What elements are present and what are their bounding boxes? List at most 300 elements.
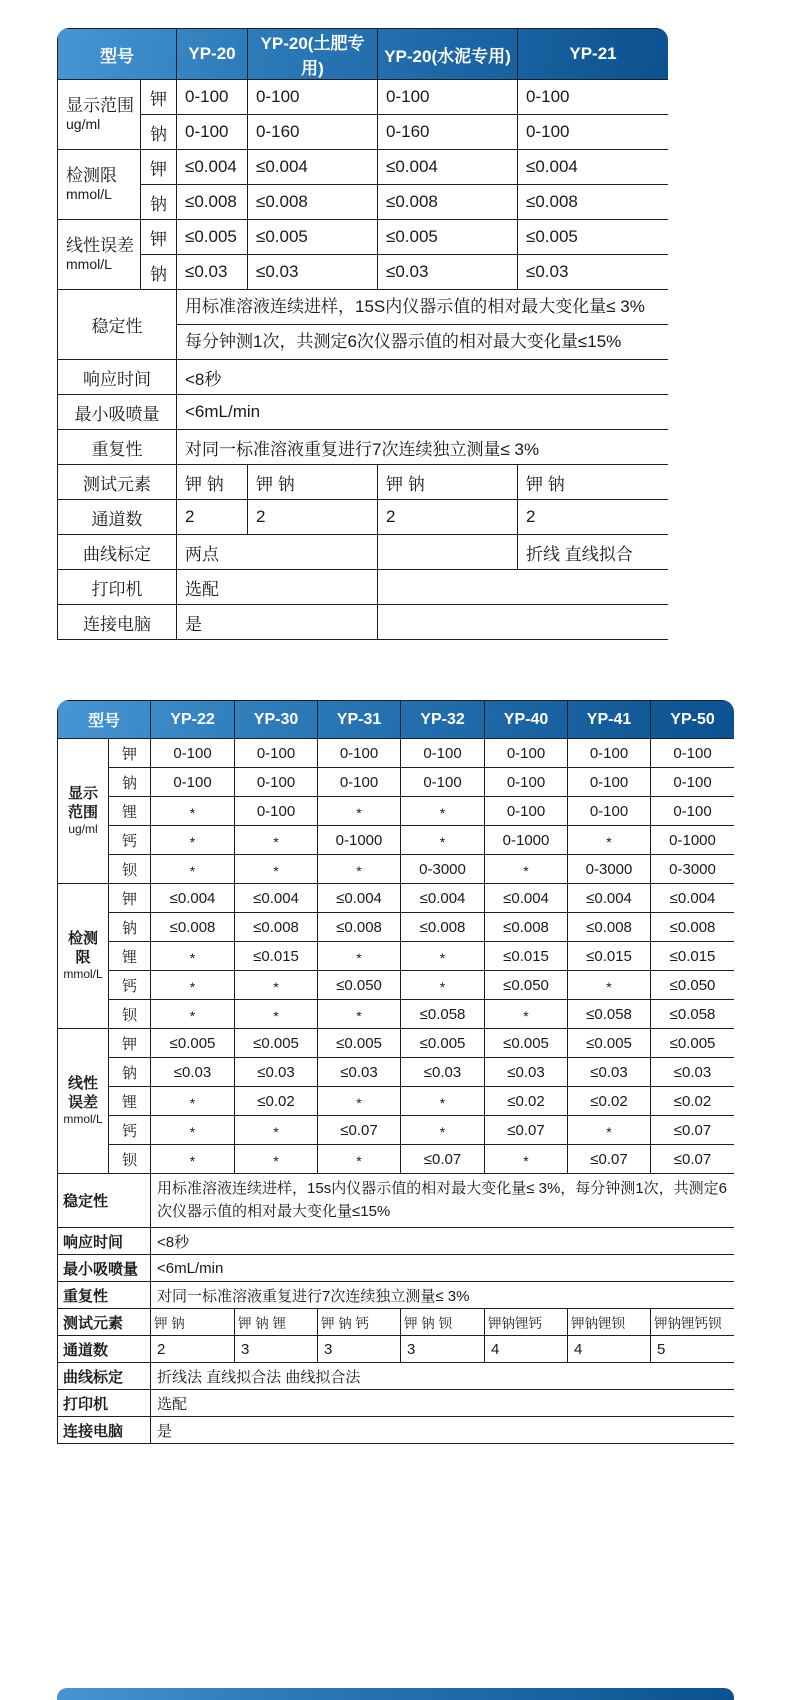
row-group-label xyxy=(58,739,109,884)
spec-value: 是 xyxy=(177,605,378,640)
spec-value: 0-100 xyxy=(318,768,401,797)
asterisk-mark: * xyxy=(189,1007,196,1024)
spec-value: 5 xyxy=(651,1336,734,1363)
row-label: 响应时间 xyxy=(58,1228,151,1255)
group-label-line: 线性 xyxy=(67,1074,98,1092)
group-label-line: 显示范围 xyxy=(66,96,134,116)
spec-value xyxy=(318,942,401,971)
table-row xyxy=(58,535,669,570)
row-label: 重复性 xyxy=(58,430,177,465)
table-row xyxy=(58,1228,735,1255)
table-row xyxy=(58,570,669,605)
column-header-model: YP-20(土肥专用) xyxy=(248,29,378,80)
spec-value: 钾 钠 锂 xyxy=(235,1309,318,1336)
spec-value: <8秒 xyxy=(177,360,669,395)
spec-value: ≤0.004 xyxy=(248,150,378,185)
spec-value: ≤0.008 xyxy=(177,185,248,220)
spec-value: ≤0.008 xyxy=(518,185,669,220)
spec-value: <6mL/min xyxy=(151,1255,734,1282)
row-label: 打印机 xyxy=(58,1390,151,1417)
row-label: 最小吸喷量 xyxy=(58,1255,151,1282)
element-label: 钠 xyxy=(109,913,151,942)
asterisk-mark: * xyxy=(189,833,196,850)
spec-value: ≤0.008 xyxy=(378,185,518,220)
spec-value: 4 xyxy=(568,1336,651,1363)
element-label: 锂 xyxy=(109,942,151,971)
row-label: 曲线标定 xyxy=(58,535,177,570)
spec-value: ≤0.005 xyxy=(177,220,248,255)
spec-value: 0-1000 xyxy=(318,826,401,855)
column-header-model: YP-30 xyxy=(235,701,318,739)
spec-value: ≤0.008 xyxy=(248,185,378,220)
group-label-line: 限 xyxy=(75,948,91,966)
spec-value: 3 xyxy=(318,1336,401,1363)
table-row xyxy=(58,185,669,220)
spec-value xyxy=(318,797,401,826)
spec-value: 折线法 直线拟合法 曲线拟合法 xyxy=(151,1363,734,1390)
spec-value: 0-100 xyxy=(651,739,734,768)
element-label: 钡 xyxy=(109,855,151,884)
asterisk-mark: * xyxy=(439,1094,446,1111)
spec-value xyxy=(318,1087,401,1116)
spec-value xyxy=(235,1145,318,1174)
spec-value: ≤0.004 xyxy=(651,884,734,913)
table-row xyxy=(58,465,669,500)
asterisk-mark: * xyxy=(606,1123,612,1140)
spec-value: ≤0.004 xyxy=(568,884,651,913)
element-label: 钙 xyxy=(109,1116,151,1145)
asterisk-mark: * xyxy=(189,949,196,966)
spec-value: 钾钠锂钙钡 xyxy=(651,1309,734,1336)
asterisk-mark: * xyxy=(356,1152,362,1169)
table-header-row xyxy=(58,701,735,739)
table-row xyxy=(58,1390,735,1417)
unit-label: ug/ml xyxy=(68,822,98,837)
spec-value: ≤0.004 xyxy=(177,150,248,185)
row-group-label xyxy=(58,150,141,220)
row-label: 通道数 xyxy=(58,500,177,535)
spec-value xyxy=(235,855,318,884)
asterisk-mark: * xyxy=(356,949,362,966)
table-row xyxy=(58,797,735,826)
spec-value: ≤0.050 xyxy=(485,971,568,1000)
element-label: 钠 xyxy=(141,115,177,150)
spec-value: 3 xyxy=(235,1336,318,1363)
spec-value: ≤0.07 xyxy=(401,1145,485,1174)
table-row xyxy=(58,1029,735,1058)
element-label: 钾 xyxy=(109,739,151,768)
spec-value: ≤0.02 xyxy=(485,1087,568,1116)
column-header-model: YP-31 xyxy=(318,701,401,739)
spec-value: ≤0.005 xyxy=(518,220,669,255)
table-row xyxy=(58,605,669,640)
spec-value: ≤0.004 xyxy=(485,884,568,913)
spec-value xyxy=(401,826,485,855)
spec-value: 对同一标准溶液重复进行7次连续独立测量≤ 3% xyxy=(151,1282,734,1309)
spec-value: ≤0.02 xyxy=(651,1087,734,1116)
table-row xyxy=(58,115,669,150)
spec-value: 0-3000 xyxy=(401,855,485,884)
row-group-label xyxy=(58,220,141,290)
element-label: 钾 xyxy=(141,80,177,115)
spec-value: 0-100 xyxy=(177,115,248,150)
element-label: 钠 xyxy=(141,185,177,220)
spec-value: ≤0.015 xyxy=(485,942,568,971)
asterisk-mark: * xyxy=(356,862,362,879)
column-header-label: 型号 xyxy=(58,29,177,80)
group-label-line: 线性误差 xyxy=(66,236,134,256)
spec-value: 钾 钠 钙 xyxy=(318,1309,401,1336)
spec-value: 0-100 xyxy=(568,739,651,768)
row-label: 最小吸喷量 xyxy=(58,395,177,430)
spec-value: 是 xyxy=(151,1417,734,1444)
asterisk-mark: * xyxy=(439,1123,446,1140)
table-row xyxy=(58,1309,735,1336)
spec-value: ≤0.004 xyxy=(378,150,518,185)
row-label: 重复性 xyxy=(58,1282,151,1309)
row-label: 连接电脑 xyxy=(58,605,177,640)
spec-value: 钾 钠 xyxy=(151,1309,235,1336)
element-label: 钾 xyxy=(109,884,151,913)
spec-value xyxy=(151,1000,235,1029)
table-row xyxy=(58,913,735,942)
element-label: 钠 xyxy=(141,255,177,290)
spec-value: 选配 xyxy=(177,570,378,605)
spec-value: 0-160 xyxy=(378,115,518,150)
spec-value: ≤0.03 xyxy=(248,255,378,290)
spec-text: 每分钟测1次，共测定6次仪器示值的相对最大变化量≤15% xyxy=(177,325,669,360)
spec-value xyxy=(485,855,568,884)
spec-value: 钾 钠 钡 xyxy=(401,1309,485,1336)
spec-value xyxy=(401,971,485,1000)
spec-value: 0-100 xyxy=(235,797,318,826)
spec-table-1-container xyxy=(57,28,668,640)
spec-value: ≤0.03 xyxy=(318,1058,401,1087)
element-label: 锂 xyxy=(109,797,151,826)
unit-label: mmol/L xyxy=(63,967,103,982)
column-header-model: YP-40 xyxy=(485,701,568,739)
spec-value: ≤0.050 xyxy=(651,971,734,1000)
spec-value: 0-100 xyxy=(401,739,485,768)
spec-value: 0-100 xyxy=(151,739,235,768)
row-label: 测试元素 xyxy=(58,465,177,500)
spec-value: 钾钠锂钡 xyxy=(568,1309,651,1336)
table-row xyxy=(58,1417,735,1444)
spec-value xyxy=(318,855,401,884)
spec-value: ≤0.03 xyxy=(651,1058,734,1087)
spec-value: ≤0.07 xyxy=(485,1116,568,1145)
spec-value xyxy=(318,1145,401,1174)
asterisk-mark: * xyxy=(273,862,279,879)
spec-value: ≤0.050 xyxy=(318,971,401,1000)
column-header-model: YP-50 xyxy=(651,701,734,739)
asterisk-mark: * xyxy=(356,1094,362,1111)
table-row xyxy=(58,826,735,855)
spec-value: 3 xyxy=(401,1336,485,1363)
table-row xyxy=(58,1116,735,1145)
spec-value: 钾 钠 xyxy=(378,465,518,500)
spec-value xyxy=(401,942,485,971)
group-label-line: 显示 xyxy=(67,784,98,802)
row-label: 通道数 xyxy=(58,1336,151,1363)
spec-value xyxy=(568,826,651,855)
spec-value: ≤0.015 xyxy=(235,942,318,971)
group-label-line: 检测 xyxy=(67,929,98,947)
spec-value xyxy=(151,942,235,971)
element-label: 钾 xyxy=(141,150,177,185)
spec-value xyxy=(235,1000,318,1029)
asterisk-mark: * xyxy=(273,1007,279,1024)
spec-value: 2 xyxy=(518,500,669,535)
spec-value: ≤0.058 xyxy=(568,1000,651,1029)
spec-value: ≤0.07 xyxy=(651,1145,734,1174)
asterisk-mark: * xyxy=(606,833,612,850)
asterisk-mark: * xyxy=(189,1123,196,1140)
spec-value: 0-100 xyxy=(568,797,651,826)
spec-value xyxy=(151,1145,235,1174)
spec-text: 用标准溶液连续进样，15s内仪器示值的相对最大变化量≤ 3%，每分钟测1次，共测定6次仪器示值的相对最大变化量≤15% xyxy=(151,1174,734,1228)
spec-value: 0-100 xyxy=(485,797,568,826)
spec-value: 钾 钠 xyxy=(518,465,669,500)
spec-value xyxy=(318,1000,401,1029)
table-row xyxy=(58,1000,735,1029)
asterisk-mark: * xyxy=(439,833,446,850)
spec-value xyxy=(568,1116,651,1145)
row-label: 打印机 xyxy=(58,570,177,605)
spec-value: 0-100 xyxy=(485,739,568,768)
element-label: 钠 xyxy=(109,1058,151,1087)
table-row xyxy=(58,1282,735,1309)
spec-value xyxy=(151,1116,235,1145)
spec-value: ≤0.005 xyxy=(378,220,518,255)
group-label-line: 误差 xyxy=(67,1093,98,1111)
asterisk-mark: * xyxy=(273,1123,279,1140)
spec-value xyxy=(235,1116,318,1145)
spec-value: 0-100 xyxy=(651,768,734,797)
spec-value: ≤0.02 xyxy=(235,1087,318,1116)
element-label: 钡 xyxy=(109,1145,151,1174)
row-group-label xyxy=(58,80,141,150)
spec-value: 0-100 xyxy=(401,768,485,797)
spec-value xyxy=(378,535,518,570)
spec-value: 0-100 xyxy=(518,80,669,115)
spec-value xyxy=(401,1116,485,1145)
spec-value: ≤0.015 xyxy=(568,942,651,971)
asterisk-mark: * xyxy=(523,1152,529,1169)
spec-value: 2 xyxy=(151,1336,235,1363)
spec-value: ≤0.03 xyxy=(401,1058,485,1087)
spec-value: ≤0.015 xyxy=(651,942,734,971)
spec-value: 0-100 xyxy=(318,739,401,768)
spec-value: 折线 直线拟合 xyxy=(518,535,669,570)
table-row xyxy=(58,80,669,115)
table-row xyxy=(58,290,669,325)
spec-value: ≤0.008 xyxy=(318,913,401,942)
spec-value xyxy=(235,826,318,855)
spec-value: 0-100 xyxy=(235,739,318,768)
spec-value: 0-100 xyxy=(378,80,518,115)
spec-value: 0-1000 xyxy=(651,826,734,855)
next-table-header-peek xyxy=(57,1688,734,1700)
row-label: 曲线标定 xyxy=(58,1363,151,1390)
spec-value: 钾 钠 xyxy=(248,465,378,500)
spec-value: 4 xyxy=(485,1336,568,1363)
asterisk-mark: * xyxy=(189,862,196,879)
spec-value: ≤0.02 xyxy=(568,1087,651,1116)
table-row xyxy=(58,360,669,395)
asterisk-mark: * xyxy=(356,804,362,821)
spec-value xyxy=(151,826,235,855)
spec-value: ≤0.004 xyxy=(318,884,401,913)
spec-value xyxy=(378,605,669,640)
asterisk-mark: * xyxy=(189,804,196,821)
group-label-line: 检测限 xyxy=(66,166,117,186)
spec-value: 0-3000 xyxy=(651,855,734,884)
table-row xyxy=(58,971,735,1000)
spec-value: ≤0.008 xyxy=(401,913,485,942)
spec-value: ≤0.03 xyxy=(568,1058,651,1087)
unit-label: ug/ml xyxy=(66,116,101,133)
row-label: 连接电脑 xyxy=(58,1417,151,1444)
table-row xyxy=(58,1174,735,1228)
row-label: 响应时间 xyxy=(58,360,177,395)
spec-value: 0-1000 xyxy=(485,826,568,855)
table-row xyxy=(58,884,735,913)
unit-label: mmol/L xyxy=(66,186,112,203)
spec-value: ≤0.005 xyxy=(401,1029,485,1058)
spec-value: 0-100 xyxy=(485,768,568,797)
table-row xyxy=(58,255,669,290)
element-label: 钡 xyxy=(109,1000,151,1029)
column-header-model: YP-22 xyxy=(151,701,235,739)
spec-value: 2 xyxy=(378,500,518,535)
spec-value: ≤0.005 xyxy=(485,1029,568,1058)
spec-value: ≤0.03 xyxy=(378,255,518,290)
table-row xyxy=(58,1336,735,1363)
spec-value: ≤0.03 xyxy=(151,1058,235,1087)
asterisk-mark: * xyxy=(606,978,612,995)
unit-label: mmol/L xyxy=(66,256,112,273)
element-label: 钾 xyxy=(141,220,177,255)
element-label: 钠 xyxy=(109,768,151,797)
spec-value: 钾 钠 xyxy=(177,465,248,500)
spec-value xyxy=(485,1145,568,1174)
spec-table xyxy=(57,28,668,640)
spec-value: ≤0.008 xyxy=(651,913,734,942)
spec-text: 用标准溶液连续进样，15S内仪器示值的相对最大变化量≤ 3% xyxy=(177,290,669,325)
table-row xyxy=(58,855,735,884)
spec-value: ≤0.03 xyxy=(235,1058,318,1087)
spec-value xyxy=(151,797,235,826)
table-row xyxy=(58,220,669,255)
column-header-label: 型号 xyxy=(58,701,151,739)
spec-value: 两点 xyxy=(177,535,378,570)
spec-value: 0-3000 xyxy=(568,855,651,884)
spec-value: ≤0.07 xyxy=(651,1116,734,1145)
spec-value: ≤0.005 xyxy=(651,1029,734,1058)
asterisk-mark: * xyxy=(189,1152,196,1169)
spec-value: 0-160 xyxy=(248,115,378,150)
table-row xyxy=(58,430,669,465)
spec-value: <8秒 xyxy=(151,1228,734,1255)
spec-value: ≤0.004 xyxy=(401,884,485,913)
spec-value: 钾钠锂钙 xyxy=(485,1309,568,1336)
table-row xyxy=(58,768,735,797)
spec-value: ≤0.07 xyxy=(318,1116,401,1145)
spec-value xyxy=(401,797,485,826)
spec-value xyxy=(235,971,318,1000)
asterisk-mark: * xyxy=(439,804,446,821)
asterisk-mark: * xyxy=(523,862,529,879)
spec-value: ≤0.03 xyxy=(177,255,248,290)
spec-value: 0-100 xyxy=(177,80,248,115)
spec-value xyxy=(151,855,235,884)
spec-table xyxy=(57,700,734,1444)
spec-value: ≤0.005 xyxy=(151,1029,235,1058)
row-label: 测试元素 xyxy=(58,1309,151,1336)
row-label: 稳定性 xyxy=(58,290,177,360)
table-row xyxy=(58,150,669,185)
asterisk-mark: * xyxy=(523,1007,529,1024)
spec-value: 0-100 xyxy=(151,768,235,797)
table-row xyxy=(58,1058,735,1087)
asterisk-mark: * xyxy=(273,1152,279,1169)
spec-value: 0-100 xyxy=(651,797,734,826)
table-row xyxy=(58,500,669,535)
spec-value: ≤0.004 xyxy=(235,884,318,913)
column-header-model: YP-21 xyxy=(518,29,669,80)
spec-value xyxy=(151,1087,235,1116)
spec-value: 0-100 xyxy=(235,768,318,797)
table-header-row xyxy=(58,29,669,80)
asterisk-mark: * xyxy=(356,1007,362,1024)
spec-table-2-container xyxy=(57,700,734,1444)
spec-value: ≤0.004 xyxy=(518,150,669,185)
spec-value: ≤0.03 xyxy=(485,1058,568,1087)
spec-value: ≤0.008 xyxy=(568,913,651,942)
table-row xyxy=(58,1087,735,1116)
asterisk-mark: * xyxy=(189,1094,196,1111)
spec-value: 选配 xyxy=(151,1390,734,1417)
asterisk-mark: * xyxy=(189,978,196,995)
spec-value: ≤0.058 xyxy=(401,1000,485,1029)
spec-value xyxy=(485,1000,568,1029)
column-header-model: YP-41 xyxy=(568,701,651,739)
element-label: 钾 xyxy=(109,1029,151,1058)
column-header-model: YP-32 xyxy=(401,701,485,739)
table-row xyxy=(58,1145,735,1174)
spec-value: 0-100 xyxy=(568,768,651,797)
group-label-line: 范围 xyxy=(67,803,98,821)
asterisk-mark: * xyxy=(273,833,279,850)
unit-label: mmol/L xyxy=(63,1112,103,1127)
spec-value: ≤0.008 xyxy=(485,913,568,942)
spec-value: ≤0.008 xyxy=(235,913,318,942)
spec-value: 0-100 xyxy=(248,80,378,115)
spec-value: <6mL/min xyxy=(177,395,669,430)
table-row xyxy=(58,739,735,768)
row-group-label xyxy=(58,1029,109,1174)
spec-value: ≤0.07 xyxy=(568,1145,651,1174)
spec-value: ≤0.005 xyxy=(235,1029,318,1058)
element-label: 钙 xyxy=(109,971,151,1000)
column-header-model: YP-20(水泥专用) xyxy=(378,29,518,80)
asterisk-mark: * xyxy=(439,949,446,966)
element-label: 钙 xyxy=(109,826,151,855)
spec-value: 2 xyxy=(248,500,378,535)
spec-value: ≤0.008 xyxy=(151,913,235,942)
spec-value xyxy=(568,971,651,1000)
